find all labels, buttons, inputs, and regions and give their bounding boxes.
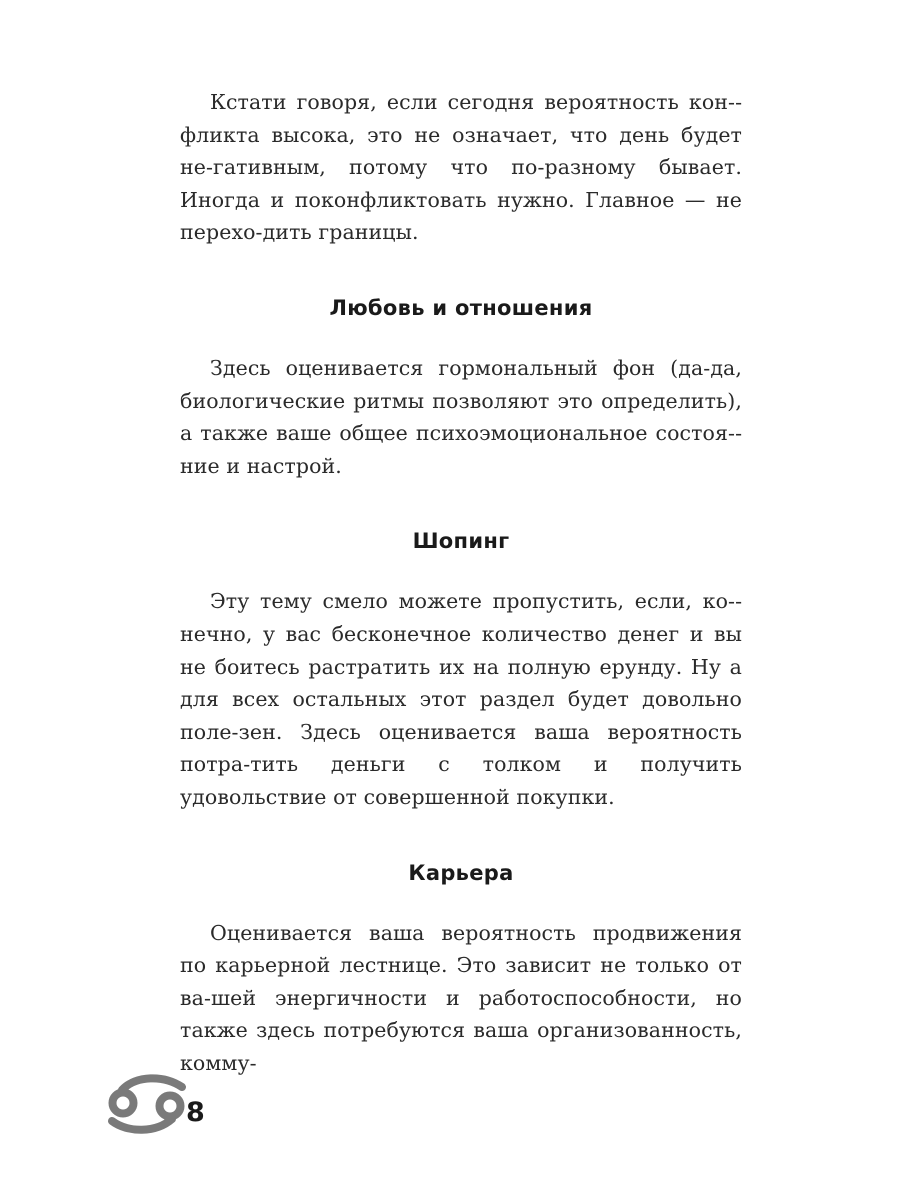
page-number: 8	[186, 1096, 205, 1128]
paragraph-shopping: Эту тему смело можете пропустить, если, ко-нечно, у вас бесконечное количество денег и вы не боитесь растратить их на полную ерунду. Ну а для всех остальных этот раздел будет довольно поле-зен. Здесь оценивается ваша вероятность потра-тить деньги с толком и получить удовольствие от совершенной покупки.	[180, 589, 742, 809]
paragraph-career: Оценивается ваша вероятность продвижения по карьерной лестнице. Это зависит не только от ва-шей энергичности и работоспособности, но также здесь потребуются ваша организованность, комму-	[180, 920, 742, 1075]
paragraph-conflict: Кстати говоря, если сегодня вероятность кон-фликта высока, это не означает, что день будет не-гативным, потому что по-разному бывает. Иногда и поконфликтовать нужно. Главное — не перехо-дить границы.	[180, 90, 742, 245]
heading-career: Карьера	[408, 860, 514, 885]
cancer-zodiac-icon	[106, 1073, 188, 1137]
paragraph-love: Здесь оценивается гормональный фон (да-да, биологические ритмы позволяют это определить), а также ваше общее психоэмоциональное состоя-ние и настрой.	[180, 355, 742, 478]
page-footer	[106, 1070, 205, 1140]
heading-love-relationships: Любовь и отношения	[329, 295, 593, 320]
page-content	[180, 86, 742, 1079]
heading-shopping: Шопинг	[412, 529, 510, 554]
